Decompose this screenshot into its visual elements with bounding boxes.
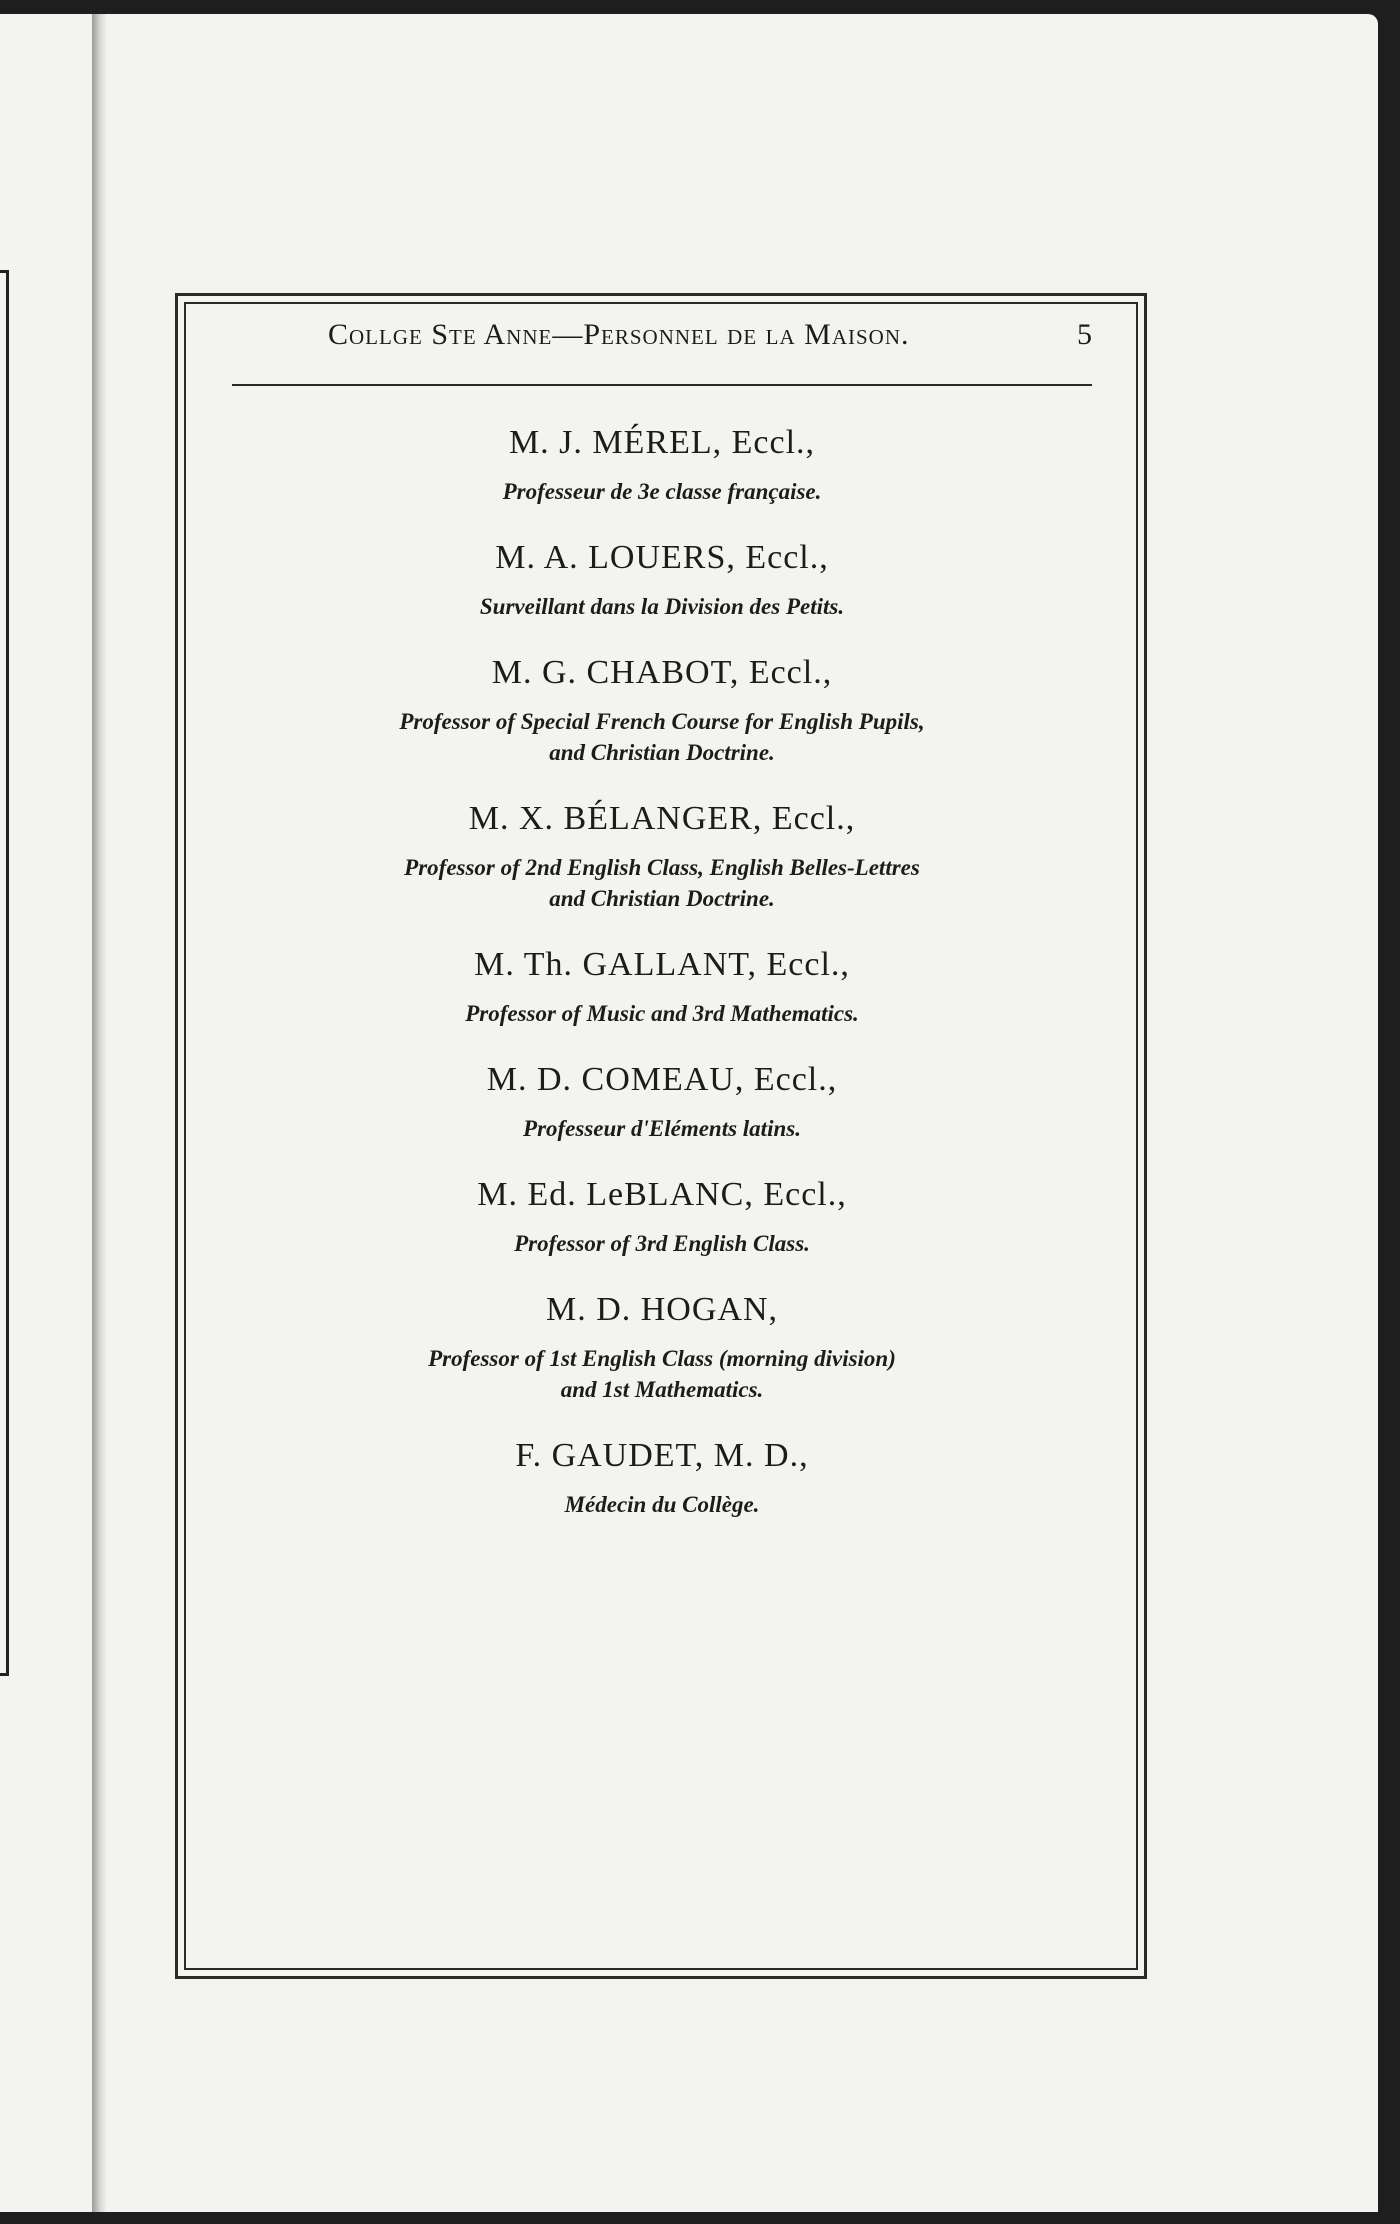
personnel-entry	[232, 1170, 1092, 1259]
running-header	[232, 318, 1092, 368]
person-name: M. G. CHABOT, Eccl.,	[491, 654, 833, 691]
person-name: M. A. LOUERS, Eccl.,	[495, 539, 829, 576]
personnel-entry	[232, 940, 1092, 1029]
header-rule	[232, 384, 1092, 386]
personnel-entry	[232, 418, 1092, 507]
page-number: 5	[1077, 318, 1092, 351]
person-name: M. Th. GALLANT, Eccl.,	[474, 946, 850, 983]
personnel-entry	[232, 648, 1092, 768]
binding-gutter	[92, 14, 106, 2212]
person-role: Professor of 3rd English Class.	[514, 1231, 810, 1256]
person-role: Professeur de 3e classe française.	[502, 479, 822, 504]
person-role: Professor of 1st English Class (morning division) and 1st Mathematics.	[428, 1346, 896, 1402]
personnel-entry	[232, 533, 1092, 622]
header-title: Collge Ste Anne—Personnel de la Maison.	[328, 318, 910, 351]
person-role: Professor of 2nd English Class, English Belles-Lettres and Christian Doctrine.	[404, 855, 920, 911]
personnel-entry	[232, 1431, 1092, 1520]
personnel-entry	[232, 794, 1092, 914]
person-role: Professor of Special French Course for English Pupils, and Christian Doctrine.	[399, 709, 925, 765]
person-name: F. GAUDET, M. D.,	[515, 1437, 809, 1474]
person-role: Surveillant dans la Division des Petits.	[479, 594, 845, 619]
personnel-entry	[232, 1285, 1092, 1405]
person-name: M. D. HOGAN,	[545, 1291, 779, 1328]
person-name: M. J. MÉREL, Eccl.,	[508, 424, 816, 461]
person-name: M. D. COMEAU, Eccl.,	[486, 1061, 838, 1098]
person-name: M. Ed. LeBLANC, Eccl.,	[477, 1176, 847, 1213]
person-role: Médecin du Collège.	[564, 1492, 760, 1517]
personnel-list	[232, 418, 1092, 1520]
person-name: M. X. BÉLANGER, Eccl.,	[468, 800, 856, 837]
facing-page-edge	[0, 270, 9, 1676]
person-role: Professeur d'Eléments latins.	[523, 1116, 801, 1141]
person-role: Professor of Music and 3rd Mathematics.	[465, 1001, 859, 1026]
personnel-entry	[232, 1055, 1092, 1144]
